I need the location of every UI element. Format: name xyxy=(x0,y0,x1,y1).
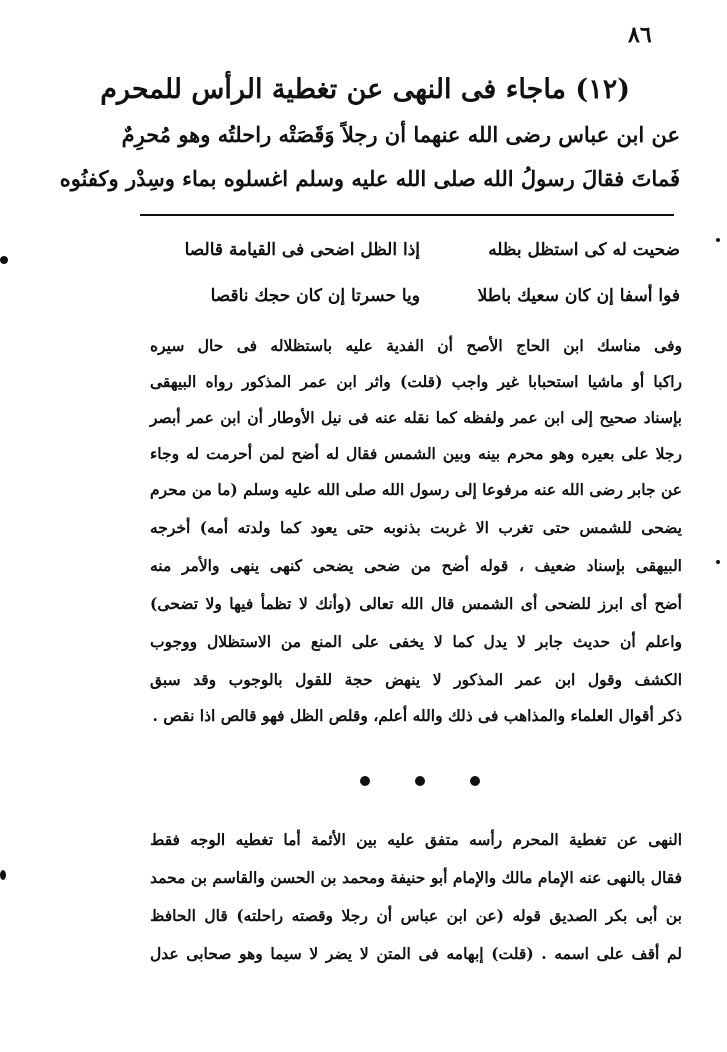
scan-mark xyxy=(0,870,6,880)
commentary-line: رجلا على بعيره وهو محرم بينه وبين الشمس فقال له أضح لمن أحرمت له وجاء xyxy=(150,444,682,463)
commentary-line: بإسناد صحيح إلى ابن عمر ولفظه كما نقله عنه فى نيل الأوطار أن ابن عمر أبصر xyxy=(150,408,682,427)
commentary-line: البيهقى بإسناد ضعيف ، قوله أضح من ضحى يضحى كنهى ينهى والأمر منه xyxy=(150,556,682,575)
commentary-line: يضحى للشمس حتى تغرب الا غربت بذنوبه حتى يعود كما ولدته أمه) أخرجه xyxy=(150,518,682,537)
separator-star-icon xyxy=(358,774,372,788)
explanation-line: فقال بالنهى عنه الإمام مالك والإمام أبو حنيفة ومحمد بن الحسن والقاسم بن محمد xyxy=(150,868,682,887)
scan-mark xyxy=(716,560,720,564)
explanation-line: لم أقف على اسمه . (قلت) إبهامه فى المتن لا يضر لا سيما وهو صحابى عدل xyxy=(150,944,682,963)
verse-hemistich: ضحيت له كى استظل بظله xyxy=(488,240,680,260)
scan-mark xyxy=(716,238,720,242)
commentary-line: ذكر أقوال العلماء والمذاهب فى ذلك والله أعلم، وقلص الظل فهو قالص اذا نقص . xyxy=(152,706,682,725)
separator-star-icon xyxy=(468,774,482,788)
section-separator xyxy=(360,776,480,786)
commentary-line: راكبا أو ماشيا استحبابا غير واجب (قلت) واثر ابن عمر المذكور رواه البيهقى xyxy=(150,372,682,391)
page-number: ٨٦ xyxy=(628,22,652,48)
chapter-title: (١٢) ماجاء فى النهى عن تغطية الرأس للمحرم xyxy=(100,74,630,105)
commentary-line: أضح أى ابرز للضحى أى الشمس قال الله تعالى (وأنك لا تظمأ فيها ولا تضحى) xyxy=(150,594,682,613)
separator-star-icon xyxy=(413,774,427,788)
verse-hemistich: ويا حسرتا إن كان حجك ناقصا xyxy=(210,286,420,306)
verse-hemistich: إذا الظل اضحى فى القيامة قالصا xyxy=(184,240,420,260)
scan-mark xyxy=(0,256,8,264)
verse-hemistich: فوا أسفا إن كان سعيك باطلا xyxy=(477,286,680,306)
commentary-line: واعلم أن حديث جابر لا يدل كما لا يخفى على المنع من الاستظلال ووجوب xyxy=(150,632,682,651)
commentary-line: عن جابر رضى الله عنه مرفوعا إلى رسول الله صلى الله عليه وسلم (ما من محرم xyxy=(150,480,682,499)
explanation-line: بن أبى بكر الصديق قوله (عن ابن عباس أن رجلا وقصته راحلته) قال الحافظ xyxy=(150,906,682,925)
title-divider xyxy=(140,214,674,216)
hadith-line: عن ابن عباس رضى الله عنهما أن رجلاً وَقَصَتْه راحلتُه وهو مُحرِمٌ xyxy=(121,122,680,147)
commentary-line: الكشف وقول ابن عمر المذكور لا ينهض حجة للقول بالوجوب وقد سبق xyxy=(150,670,682,689)
explanation-line: النهى عن تغطية المحرم رأسه متفق عليه بين الأئمة أما تغطيه الوجه فقط xyxy=(150,830,682,849)
commentary-line: وفى مناسك ابن الحاج الأصح أن الفدية عليه باستظلاله فى حال سيره xyxy=(150,336,682,355)
hadith-line: فَماتَ فقالَ رسولُ الله صلى الله عليه وسلم اغسلوه بماء وسِدْر وكفنُوه xyxy=(59,166,680,191)
